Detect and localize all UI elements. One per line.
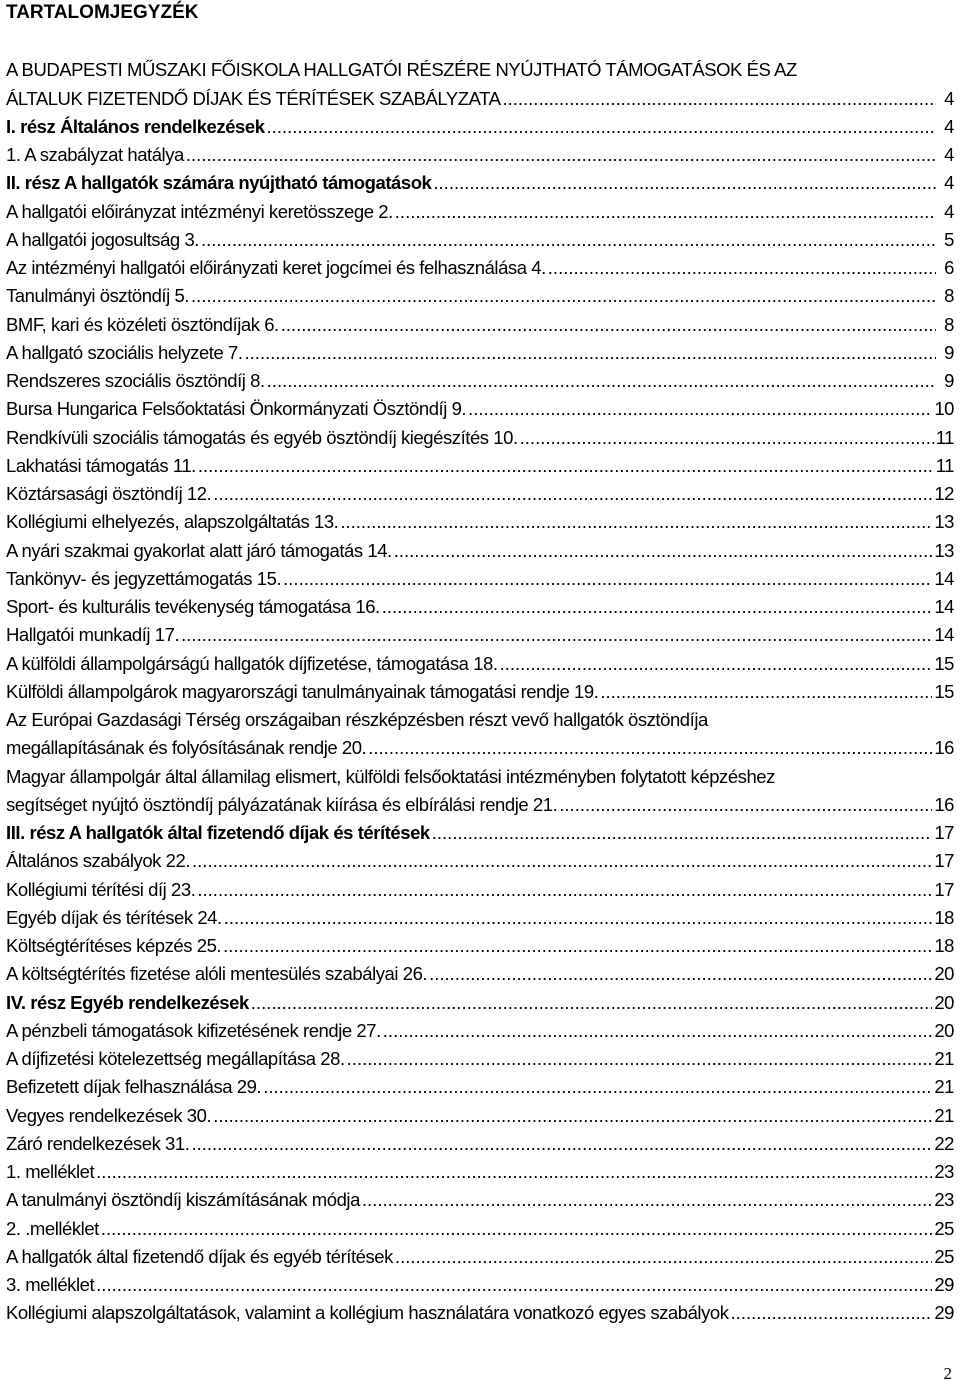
toc-entry-text: Rendkívüli szociális támogatás és egyéb ösztöndíj kiegészítés 10. [6,426,518,448]
dot-leader [383,1020,933,1042]
toc-entry-page: 16 [934,737,954,759]
toc-entry-page: 23 [934,1189,954,1211]
toc-entry[interactable] [6,731,954,759]
toc-entry-page: 6 [944,257,954,278]
dot-leader [394,540,933,562]
toc-entry-text: Kollégiumi elhelyezés, alapszolgáltatás 13. [6,511,339,533]
dot-leader [382,596,933,618]
toc-entry[interactable] [6,223,954,251]
toc-entry-text: Bursa Hungarica Felsőoktatási Önkormányzati Ösztöndíj 9. [6,398,467,420]
toc-entry-text: Záró rendelkezések 31. [6,1132,190,1154]
toc-entry[interactable] [6,957,954,985]
toc-entry-page: 15 [934,652,954,674]
toc-entry-text: Egyéb díjak és térítések 24. [6,906,222,928]
toc-entry-text: 1. A szabályzat hatálya [6,144,184,165]
toc-entry[interactable] [6,759,954,787]
dot-leader [186,144,936,166]
toc-entry[interactable] [6,562,954,590]
toc-entry-page: 11 [935,426,954,448]
toc-entry-page: 14 [934,596,954,617]
toc-entry-page: 25 [934,1245,954,1267]
toc-entry[interactable] [6,1268,954,1296]
dot-leader [362,1189,932,1211]
toc-entry[interactable] [6,194,954,222]
dot-leader [267,370,936,392]
toc-entry[interactable] [6,872,954,900]
dot-leader [433,172,936,194]
dot-leader [395,201,936,223]
toc-entry[interactable] [6,929,954,957]
toc-entry-text: Hallgatói munkadíj 17. [6,624,180,646]
toc-entry-page: 21 [934,1104,954,1126]
toc-entry-text: Az Európai Gazdasági Térség országaiban részképzésben részt vevő hallgatók ösztöndíja [6,709,708,730]
dot-leader [201,229,936,251]
toc-entry-page: 8 [944,313,954,335]
toc-entry[interactable] [6,364,954,392]
toc-entry-text: A pénzbeli támogatások kifizetésének rendje 27. [6,1019,381,1041]
toc-entry-page: 4 [944,200,954,222]
toc-entry-page: 29 [934,1274,954,1295]
toc-entry[interactable] [6,53,954,81]
toc-entry-page: 4 [944,87,954,109]
toc-entry-text: A hallgatói jogosultság 3. [6,228,199,250]
toc-entry-page: 17 [934,850,954,872]
toc-entry-text: Magyar állampolgár által államilag elismert, külföldi felsőoktatási intézményben folytatott képzéshez [6,765,775,787]
table-of-contents [6,53,954,1324]
toc-entry[interactable] [6,1183,954,1211]
dot-leader [432,822,933,844]
dot-leader [96,1161,932,1183]
toc-entry-page: 22 [934,1132,954,1154]
toc-entry-text: A költségtérítés fizetése alóli mentesülés szabályai 26. [6,963,428,985]
toc-entry-page: 4 [944,172,954,194]
dot-leader [191,1133,932,1155]
toc-entry-page: 10 [934,398,954,420]
toc-entry-text: Rendszeres szociális ösztöndíj 8. [6,370,265,391]
toc-entry-text: Vegyes rendelkezések 30. [6,1104,212,1126]
dot-leader [96,1274,932,1296]
toc-entry-text: A BUDAPESTI MŰSZAKI FŐISKOLA HALLGATÓI RÉSZÉRE NYÚJTHATÓ TÁMOGATÁSOK ÉS AZ [6,59,797,81]
toc-entry[interactable] [6,1070,954,1098]
toc-entry[interactable] [6,1098,954,1126]
toc-entry[interactable] [6,788,954,816]
toc-entry-page: 11 [935,454,954,476]
toc-entry[interactable] [6,336,954,364]
toc-entry-text: Sport- és kulturális tevékenység támogatása 16. [6,596,380,617]
toc-entry-text: A hallgató szociális helyzete 7. [6,341,243,363]
toc-entry[interactable] [6,618,954,646]
toc-entry-text: A hallgatói előirányzat intézményi keretösszege 2. [6,200,393,222]
toc-entry-page: 9 [944,370,954,391]
toc-entry[interactable] [6,844,954,872]
toc-entry-page: 4 [944,115,954,137]
toc-entry-page: 14 [934,624,954,646]
toc-entry[interactable] [6,392,954,420]
dot-leader [468,398,932,420]
toc-entry[interactable] [6,449,954,477]
toc-entry[interactable] [6,1240,954,1268]
toc-entry-page: 25 [934,1217,954,1239]
dot-leader [263,1076,932,1098]
dot-leader [213,483,932,505]
toc-entry-text: A nyári szakmai gyakorlat alatt járó támogatás 14. [6,539,392,561]
toc-entry-page: 23 [934,1161,954,1182]
toc-entry-page: 4 [944,144,954,165]
dot-leader [281,314,936,336]
dot-leader [251,992,933,1014]
toc-entry-text: Az intézményi hallgatói előirányzati keret jogcímei és felhasználása 4. [6,257,546,278]
dot-leader [192,850,932,872]
toc-entry-text: A külföldi állampolgárságú hallgatók díjfizetése, támogatása 18. [6,652,498,674]
page-number: 2 [943,1364,952,1383]
toc-entry[interactable] [6,138,954,166]
toc-entry-page: 20 [934,991,954,1013]
toc-entry-text: segítséget nyújtó ösztöndíj pályázatának kiírása és elbírálási rendje 21. [6,793,558,815]
dot-leader [520,427,934,449]
dot-leader [600,681,932,703]
dot-leader [245,342,936,364]
toc-entry[interactable] [6,279,954,307]
toc-entry-page: 8 [944,285,954,307]
toc-entry[interactable] [6,533,954,561]
dot-leader [191,285,936,307]
toc-entry[interactable] [6,646,954,674]
dot-leader [731,1302,933,1324]
toc-entry[interactable] [6,505,954,533]
dot-leader [283,568,932,590]
dot-leader [548,257,936,279]
dot-leader [198,455,934,477]
toc-entry-text: II. rész A hallgatók számára nyújtható támogatások [6,172,432,194]
toc-entry-text: 3. melléklet [6,1274,95,1295]
toc-entry[interactable] [6,901,954,929]
toc-entry[interactable] [6,251,954,279]
toc-entry-page: 20 [934,963,954,985]
toc-entry[interactable] [6,1042,954,1070]
toc-entry-page: 16 [934,793,954,815]
toc-entry-text: BMF, kari és közéleti ösztöndíjak 6. [6,313,279,335]
toc-entry[interactable] [6,985,954,1013]
toc-entry[interactable] [6,816,954,844]
toc-entry-text: Általános szabályok 22. [6,850,191,872]
toc-entry-page: 15 [934,680,954,702]
toc-entry-text: ÁLTALUK FIZETENDŐ DÍJAK ÉS TÉRÍTÉSEK SZABÁLYZATA [6,87,501,109]
toc-entry-page: 20 [934,1019,954,1041]
dot-leader [197,879,932,901]
toc-entry-text: A hallgatók által fizetendő díjak és egyéb térítések [6,1245,393,1267]
toc-entry-text: Külföldi állampolgárok magyarországi tanulmányainak támogatási rendje 19. [6,680,599,702]
toc-entry-page: 13 [934,511,954,533]
toc-entry-text: Köztársasági ösztöndíj 12. [6,483,212,504]
toc-entry[interactable] [6,81,954,109]
toc-entry[interactable] [6,1014,954,1042]
toc-entry[interactable] [6,675,954,703]
toc-entry-page: 17 [934,878,954,900]
dot-leader [395,1246,932,1268]
toc-entry-page: 18 [934,906,954,928]
toc-entry-page: 12 [934,483,954,504]
dot-leader [368,737,932,759]
toc-entry-page: 14 [934,567,954,589]
toc-entry[interactable] [6,166,954,194]
toc-entry-text: A díjfizetési kötelezettség megállapítása 28. [6,1048,345,1069]
toc-entry-text: Tanulmányi ösztöndíj 5. [6,285,189,307]
toc-entry-text: Kollégiumi alapszolgáltatások, valamint a kollégium használatára vonatkozó egyes szabályok [6,1302,729,1324]
toc-entry-text: A tanulmányi ösztöndíj kiszámításának módja [6,1189,360,1211]
toc-entry[interactable] [6,590,954,618]
toc-entry-page: 9 [944,341,954,363]
dot-leader [500,653,933,675]
dot-leader [181,624,932,646]
toc-entry-text: Költségtérítéses képzés 25. [6,935,222,956]
toc-entry-text: 1. melléklet [6,1161,95,1182]
dot-leader [559,794,932,816]
dot-leader [502,88,936,110]
toc-entry-page: 29 [934,1302,954,1324]
toc-entry-text: Kollégiumi térítési díj 23. [6,878,196,900]
toc-entry-page: 5 [944,228,954,250]
page-title: TARTALOMJEGYZÉK [6,2,199,23]
toc-entry-page: 21 [934,1048,954,1069]
toc-entry-text: I. rész Általános rendelkezések [6,115,265,137]
toc-entry[interactable] [6,110,954,138]
toc-entry-text: IV. rész Egyéb rendelkezések [6,991,249,1013]
toc-entry-text: 2. .melléklet [6,1217,99,1239]
toc-entry[interactable] [6,420,954,448]
toc-entry[interactable] [6,1296,954,1324]
toc-entry[interactable] [6,1155,954,1183]
toc-entry-text: Befizetett díjak felhasználása 29. [6,1076,262,1098]
toc-entry[interactable] [6,1127,954,1155]
toc-entry-page: 18 [934,935,954,956]
dot-leader [267,116,936,138]
dot-leader [101,1218,932,1240]
toc-entry-text: Tankönyv- és jegyzettámogatás 15. [6,567,282,589]
dot-leader [429,963,932,985]
toc-entry[interactable] [6,1211,954,1239]
dot-leader [340,511,932,533]
toc-entry-text: Lakhatási támogatás 11. [6,454,196,476]
toc-entry[interactable] [6,703,954,731]
toc-entry-page: 21 [934,1076,954,1098]
dot-leader [223,935,932,957]
dot-leader [224,907,933,929]
toc-entry[interactable] [6,307,954,335]
toc-entry-page: 13 [934,539,954,561]
toc-entry[interactable] [6,477,954,505]
toc-entry-page: 17 [934,822,954,843]
dot-leader [347,1048,933,1070]
toc-entry-text: III. rész A hallgatók által fizetendő díjak és térítések [6,822,430,843]
dot-leader [213,1105,932,1127]
toc-entry-text: megállapításának és folyósításának rendje 20. [6,737,367,759]
